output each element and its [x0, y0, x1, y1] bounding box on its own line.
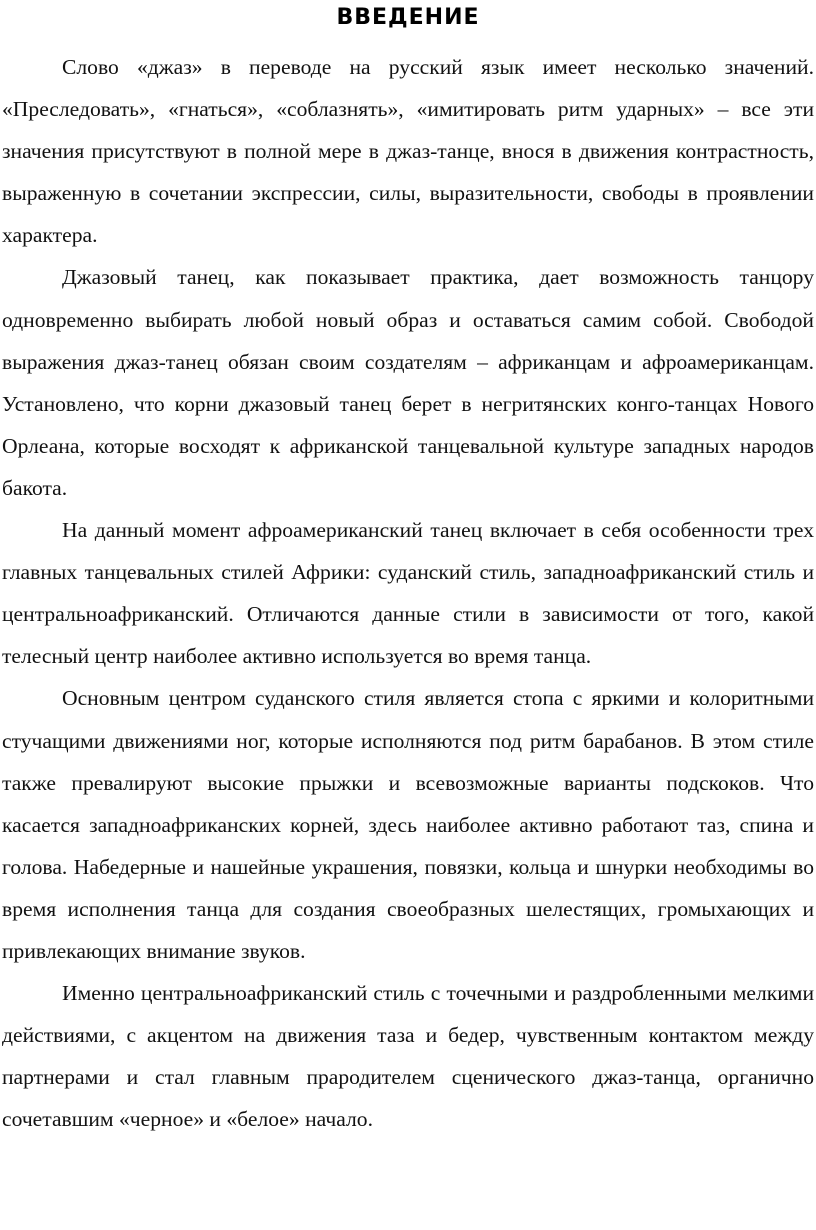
- paragraph-1: Слово «джаз» в переводе на русский язык имеет несколько значений. «Преследовать», «гнаться», «соблазнять», «имитировать ритм ударных» – все эти значения присутствуют в полной мере в джаз-танце, внося в движения контрастность, выраженную в сочетании экспрессии, силы, выразительности, свободы в проявлении характера.: [2, 55, 814, 248]
- paragraph-2: Джазовый танец, как показывает практика, дает возможность танцору одновременно выбирать любой новый образ и оставаться самим собой. Свободой выражения джаз-танец обязан своим создателям – африканцам и афроамериканцам. Установлено, что корни джазовый танец берет в негритянских конго-танцах Нового Орлеана, которые восходят к африканской танцевальной культуре западных народов бакота.: [2, 265, 814, 500]
- paragraph-3: На данный момент афроамериканский танец включает в себя особенности трех главных танцевальных стилей Африки: суданский стиль, западноафриканский стиль и центральноафриканский. Отличаются данные стили в зависимости от того, какой телесный центр наиболее активно используется во время танца.: [2, 518, 814, 669]
- page-title: ВВЕДЕНИЕ: [336, 5, 480, 30]
- paragraph-5: Именно центральноафриканский стиль с точечными и раздробленными мелкими действиями, с акцентом на движения таза и бедер, чувственным контактом между партнерами и стал главным прародителем сценического джаз-танца, органично сочетавшим «черное» и «белое» начало.: [2, 981, 814, 1132]
- paragraph-4: Основным центром суданского стиля является стопа с яркими и колоритными стучащими движениями ног, которые исполняются под ритм барабанов. В этом стиле также превалируют высокие прыжки и всевозможные варианты подскоков. Что касается западноафриканских корней, здесь наиболее активно работают таз, спина и голова. Набедерные и нашейные украшения, повязки, кольца и шнурки необходимы во время исполнения танца для создания своеобразных шелестящих, громыхающих и привлекающих внимание звуков.: [2, 686, 814, 963]
